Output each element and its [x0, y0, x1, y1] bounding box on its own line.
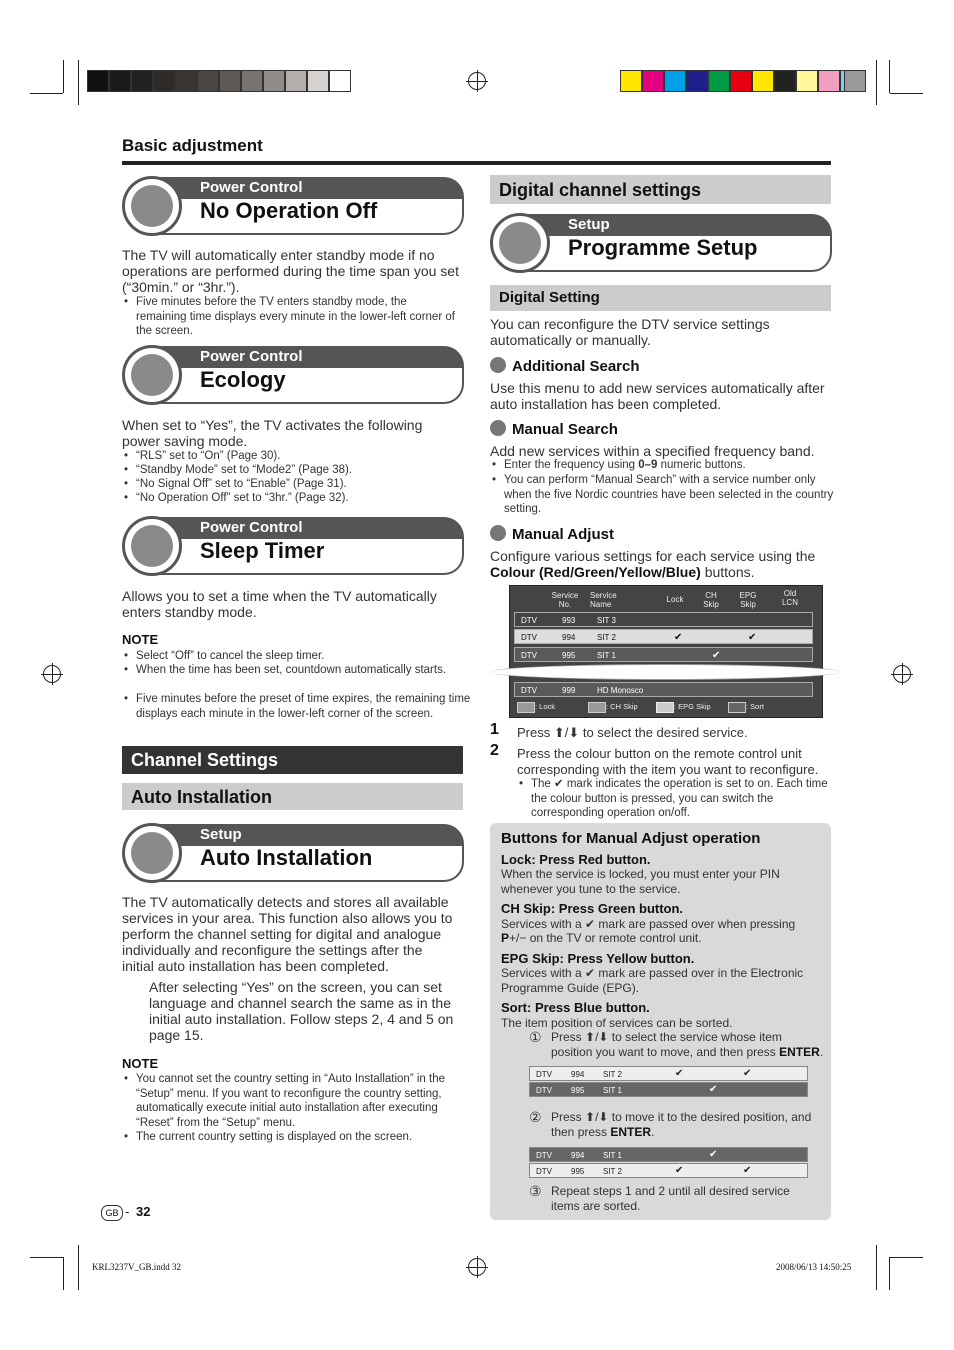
- ecology-bullet: • “No Operation Off” set to “3hr.” (Page 32).: [122, 491, 466, 506]
- check-icon: ✔: [709, 1084, 718, 1095]
- legend-label: : Sort: [746, 702, 764, 711]
- ecology-banner: [122, 345, 466, 411]
- legend-red-key: [517, 702, 535, 713]
- banner-category: Power Control: [200, 519, 303, 536]
- box-title: Buttons for Manual Adjust operation: [501, 830, 761, 847]
- ch-skip-body: P+/− on the TV or remote control unit.: [501, 931, 702, 945]
- legend-label: : CH Skip: [606, 702, 638, 711]
- page-number: 32: [136, 1204, 151, 1219]
- check-icon: ✔: [743, 1068, 752, 1079]
- auto-installation-body2: After selecting “Yes” on the screen, you can set language and channel search the same as in the initial auto installation. Follow steps 2, 4 and 5 on page 15.: [149, 979, 454, 1043]
- additional-search-heading: Additional Search: [490, 357, 640, 375]
- auto-installation-body: The TV automatically detects and stores all available services in your area. This function also allows you to perform the channel setting for digital and analogue individually and reconfigure the settings after the initial auto installation has been completed.: [122, 894, 453, 974]
- table-row[interactable]: DTV 994 SIT 1 ✔: [529, 1147, 808, 1162]
- epg-skip-body: Services with a ✔ mark are passed over in the Electronic Programme Guide (EPG).: [501, 966, 804, 995]
- ecology-bullet: • “Standby Mode” set to “Mode2” (Page 38).: [122, 463, 466, 478]
- sort-step-number: ①: [529, 1029, 542, 1045]
- check-icon: ✔: [674, 632, 683, 643]
- check-icon: ✔: [675, 1068, 684, 1079]
- sleep-timer-bullet: • Select “Off” to cancel the sleep timer.: [122, 649, 471, 664]
- lock-title: Lock: Press Red button.: [501, 852, 651, 867]
- lock-body: When the service is locked, you must enter your PIN whenever you tune to the service.: [501, 867, 780, 896]
- manual-search-heading: Manual Search: [490, 420, 618, 438]
- digital-setting-heading: Digital Setting: [490, 285, 831, 311]
- no-operation-bullet: • Five minutes before the TV enters standby mode, the remaining time displays every minute in the lower-left corner of the screen.: [122, 295, 456, 339]
- circle-bullet-icon: [490, 525, 506, 541]
- step-number: 2: [490, 742, 499, 759]
- hand-tool-icon: [131, 354, 173, 396]
- column-header: Old LCN: [781, 589, 798, 607]
- column-header: EPG Skip: [739, 591, 757, 609]
- banner-title: Sleep Timer: [200, 538, 325, 563]
- table-row[interactable]: DTV 994 SIT 2 ✔ ✔: [529, 1066, 808, 1081]
- table-row[interactable]: DTV 995 SIT 2 ✔ ✔: [529, 1163, 808, 1178]
- step-text: Press ⬆/⬇ to select the desired service.: [517, 725, 748, 740]
- legend-label: : EPG Skip: [674, 702, 711, 711]
- ecology-body: When set to “Yes”, the TV activates the following power saving mode.: [122, 417, 423, 449]
- manual-search-body: Add new services within a specified frequency band.: [490, 443, 815, 459]
- registration-mark-icon: [468, 1258, 486, 1276]
- digital-setting-body: You can reconfigure the DTV service settings automatically or manually.: [490, 316, 770, 348]
- legend-green-key: [588, 702, 606, 713]
- sort-step-text: Press ⬆/⬇ to move it to the desired position, and then press ENTER.: [551, 1110, 812, 1139]
- page-number-dash: -: [125, 1204, 130, 1219]
- table-row[interactable]: DTV 999 HD Monosco: [514, 682, 813, 697]
- sleep-timer-banner: [122, 516, 466, 582]
- sort-step-number: ②: [529, 1109, 542, 1125]
- note-label: NOTE: [122, 1056, 159, 1071]
- step-text: Press the colour button on the remote control unit corresponding with the item you want to reconfigure.: [517, 746, 819, 777]
- table-row[interactable]: DTV 993 SIT 3: [514, 612, 813, 627]
- banner-category: Setup: [568, 216, 610, 233]
- programme-setup-banner: [490, 213, 834, 279]
- check-icon: ✔: [712, 650, 721, 661]
- no-operation-body: The TV will automatically enter standby mode if no operations are performed during the time span you set (“30min.” or “3hr.”).: [122, 247, 459, 295]
- column-header: Service No.: [551, 591, 579, 609]
- check-icon: ✔: [743, 1165, 752, 1176]
- manual-adjust-screen: [509, 585, 823, 718]
- sort-body: The item position of services can be sorted.: [501, 1016, 733, 1030]
- channel-settings-heading: Channel Settings: [122, 746, 463, 774]
- auto-installation-bullet: • You cannot set the country setting in “Auto Installation” in the “Setup” menu. If you want to reconfigure the country setting, automatically execute initial auto installation after executing “Reset” from the “Setup” menu.: [122, 1072, 471, 1130]
- sleep-timer-body: Allows you to set a time when the TV automatically enters standby mode.: [122, 588, 437, 620]
- section-heading: Basic adjustment: [122, 136, 263, 155]
- region-badge: GB: [101, 1205, 123, 1221]
- ecology-bullet: • “RLS” set to “On” (Page 30).: [122, 449, 466, 464]
- step-bullet: • The ✔ mark indicates the operation is set to on. Each time the colour button is pressed, you can switch the corresponding operation on/off.: [517, 777, 841, 821]
- check-icon: ✔: [748, 632, 757, 643]
- tv-wrench-icon: [499, 222, 541, 264]
- sort-step-text: Press ⬆/⬇ to select the service whose item position you want to move, and then press ENTER.: [551, 1030, 824, 1059]
- manual-adjust-body: Configure various settings for each service using the Colour (Red/Green/Yellow/Blue) buttons.: [490, 548, 816, 580]
- no-operation-banner: [122, 176, 466, 242]
- legend-yellow-key: [656, 702, 674, 713]
- registration-mark-icon: [893, 665, 911, 683]
- hand-tool-icon: [131, 525, 173, 567]
- registration-mark-icon: [43, 665, 61, 683]
- tv-wrench-icon: [131, 832, 173, 874]
- ch-skip-title: CH Skip: Press Green button.: [501, 901, 684, 916]
- digital-channel-settings-heading: Digital channel settings: [490, 175, 831, 204]
- hand-tool-icon: [131, 185, 173, 227]
- manual-adjust-heading: Manual Adjust: [490, 525, 614, 543]
- legend-blue-key: [728, 702, 746, 713]
- step-number: 1: [490, 721, 499, 738]
- print-date: 2008/06/13 14:50:25: [776, 1262, 852, 1272]
- sort-step-text: Repeat steps 1 and 2 until all desired service items are sorted.: [551, 1184, 790, 1213]
- check-icon: ✔: [709, 1149, 718, 1160]
- epg-skip-title: EPG Skip: Press Yellow button.: [501, 951, 695, 966]
- check-icon: ✔: [675, 1165, 684, 1176]
- banner-category: Power Control: [200, 179, 303, 196]
- sleep-timer-bullet: • Five minutes before the preset of time expires, the remaining time displays each minute in the lower-left corner of the screen.: [122, 692, 481, 721]
- additional-search-body: Use this menu to add new services automatically after auto installation has been completed.: [490, 380, 825, 412]
- legend-label: : Lock: [535, 702, 556, 711]
- table-row[interactable]: DTV 994 SIT 2 ✔ ✔: [514, 629, 813, 644]
- note-label: NOTE: [122, 632, 159, 647]
- banner-title: Programme Setup: [568, 235, 758, 260]
- table-row[interactable]: DTV 995 SIT 1 ✔: [529, 1082, 808, 1097]
- ch-skip-body: Services with a ✔ mark are passed over when pressing: [501, 917, 796, 931]
- column-header: Lock: [666, 595, 684, 604]
- circle-bullet-icon: [490, 357, 506, 373]
- circle-bullet-icon: [490, 420, 506, 436]
- ecology-bullet: • “No Signal Off” set to “Enable” (Page 31).: [122, 477, 466, 492]
- banner-title: Auto Installation: [200, 845, 373, 870]
- column-header: CH Skip: [703, 591, 719, 609]
- auto-installation-bullet: • The current country setting is displayed on the screen.: [122, 1130, 471, 1145]
- sleep-timer-bullet: • When the time has been set, countdown automatically starts.: [122, 663, 471, 678]
- sort-title: Sort: Press Blue button.: [501, 1000, 650, 1015]
- manual-search-bullet: • You can perform “Manual Search” with a service number only when the five Nordic countries have been selected in the country setting.: [490, 473, 834, 517]
- file-name: KRL3237V_GB.indd 32: [92, 1262, 182, 1272]
- auto-installation-banner: [122, 823, 466, 889]
- banner-category: Power Control: [200, 348, 303, 365]
- banner-title: No Operation Off: [200, 198, 378, 223]
- table-row[interactable]: DTV 995 SIT 1 ✔: [514, 647, 813, 662]
- auto-installation-heading: Auto Installation: [122, 783, 463, 810]
- manual-search-bullet: • Enter the frequency using 0–9 numeric buttons.: [490, 458, 834, 473]
- column-header: Service Name: [590, 591, 617, 609]
- banner-title: Ecology: [200, 367, 286, 392]
- banner-category: Setup: [200, 826, 242, 843]
- sort-step-number: ③: [529, 1183, 542, 1199]
- registration-mark-icon: [468, 72, 486, 90]
- screen-break: [490, 664, 840, 680]
- header-rule: [122, 161, 831, 165]
